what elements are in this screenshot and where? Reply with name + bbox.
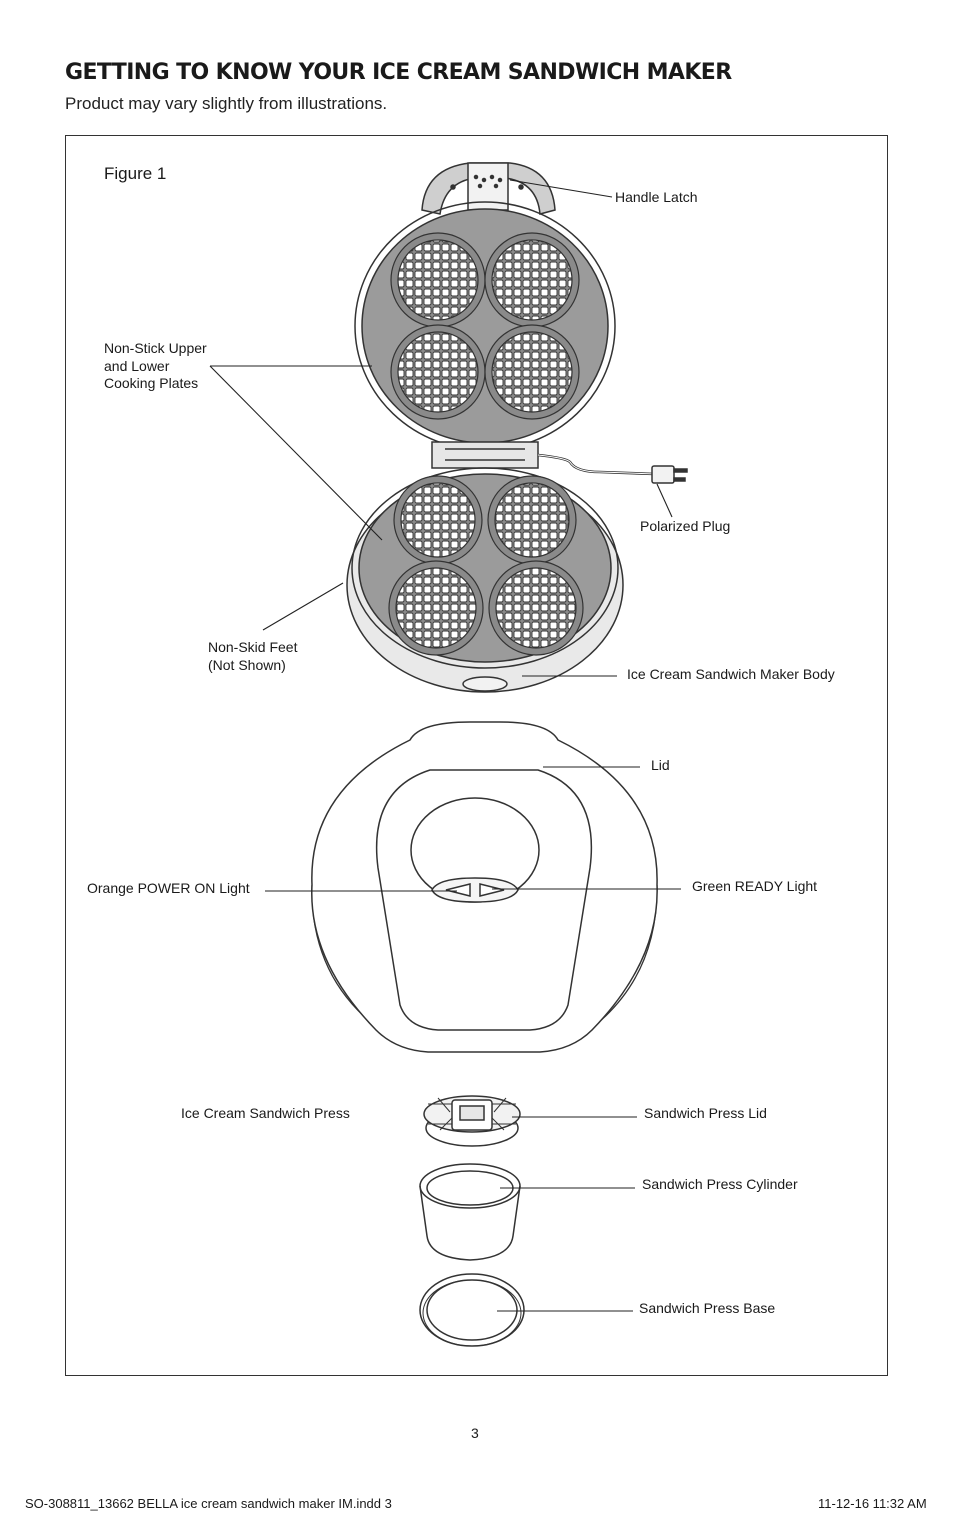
callout-non-skid-feet	[208, 639, 297, 674]
leader-handle-latch	[510, 180, 612, 197]
callout-power-light: Orange POWER ON Light	[87, 880, 250, 896]
page-title: GETTING TO KNOW YOUR ICE CREAM SANDWICH MAKER	[65, 60, 732, 85]
leader-cooking-plates-b	[210, 366, 382, 540]
indicator-bezel	[432, 878, 518, 902]
front-latch-tab	[463, 677, 507, 691]
footer-timestamp: 11-12-16 11:32 AM	[818, 1496, 927, 1511]
callout-ready-light: Green READY Light	[692, 878, 818, 894]
callout-press-cylinder: Sandwich Press Cylinder	[642, 1176, 798, 1192]
callout-non-skid-feet-line-2: (Not Shown)	[208, 656, 286, 673]
callout-press-lid: Sandwich Press Lid	[644, 1105, 767, 1121]
callout-cooking-plates-line-2: and Lower	[104, 357, 170, 374]
footer-file-info: SO-308811_13662 BELLA ice cream sandwich maker IM.indd 3	[25, 1496, 392, 1511]
page-number: 3	[471, 1425, 479, 1441]
leader-polarized-plug	[657, 484, 672, 517]
callout-sandwich-press: Ice Cream Sandwich Press	[181, 1105, 350, 1121]
polarized-plug-body	[652, 466, 674, 483]
callout-handle-latch: Handle Latch	[615, 189, 698, 205]
page-subtitle: Product may vary slightly from illustrations.	[65, 94, 388, 113]
callout-non-skid-feet-line-1: Non-Skid Feet	[208, 639, 298, 655]
open-maker-illustration	[347, 163, 687, 692]
closed-maker-illustration	[312, 722, 657, 1052]
callout-lid: Lid	[651, 757, 670, 773]
callout-cooking-plates-line-1: Non-Stick Upper	[104, 340, 207, 356]
callout-cooking-plates-line-3: Cooking Plates	[104, 375, 199, 391]
callout-maker-body: Ice Cream Sandwich Maker Body	[627, 666, 835, 682]
callout-polarized-plug: Polarized Plug	[640, 518, 731, 534]
callout-press-base: Sandwich Press Base	[639, 1300, 776, 1316]
figure-label: Figure 1	[104, 164, 167, 183]
leader-non-skid-feet	[263, 583, 343, 630]
callout-cooking-plates	[104, 340, 207, 393]
upper-cooking-plate	[362, 209, 608, 443]
sandwich-press-illustration	[420, 1096, 524, 1346]
hinge	[432, 442, 538, 468]
